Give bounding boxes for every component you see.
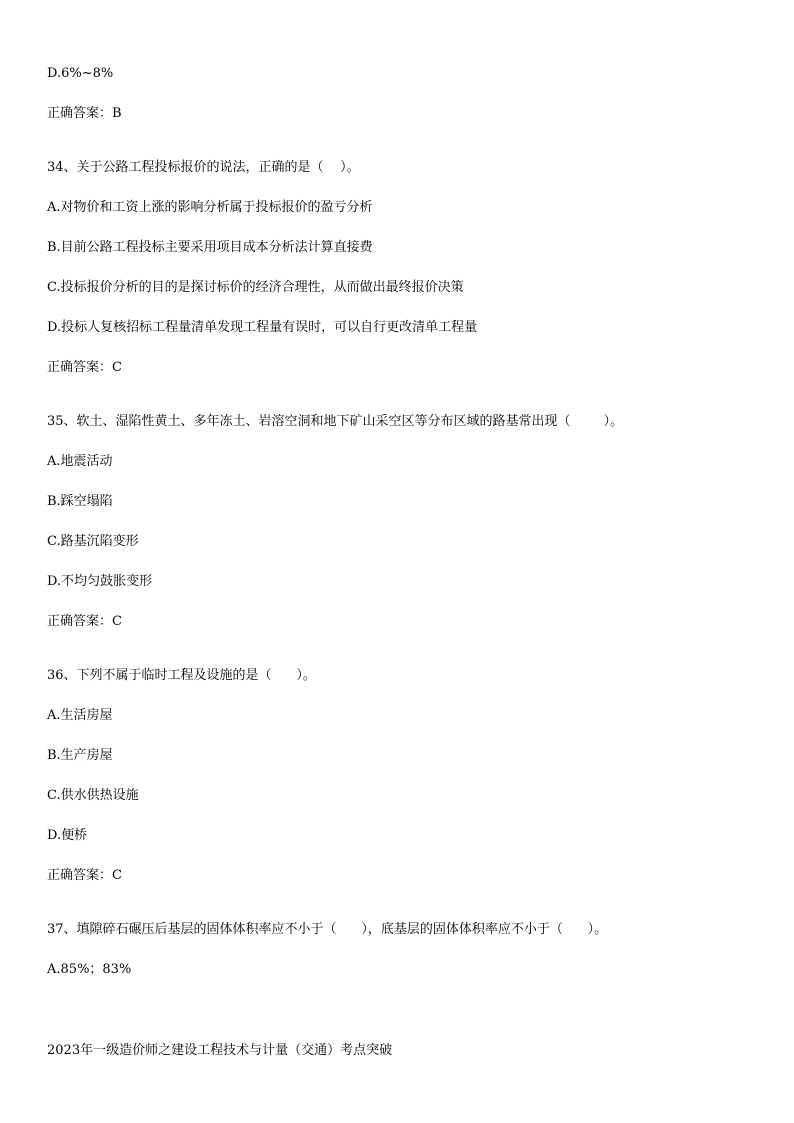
question-35-answer: 正确答案：C: [47, 614, 122, 629]
question-36-option-b: B.生产房屋: [47, 748, 113, 763]
question-34-option-b: B.目前公路工程投标主要采用项目成本分析法计算直接费: [47, 240, 373, 255]
question-37-option-a: A.85%；83%: [47, 962, 132, 977]
question-34-option-a: A.对物价和工资上涨的影响分析属于投标报价的盈亏分析: [47, 200, 373, 215]
question-37-stem: 37、填隙碎石碾压后基层的固体体积率应不小于（ ），底基层的固体体积率应不小于（ ）。: [47, 922, 608, 937]
question-35-option-a: A.地震活动: [47, 454, 113, 469]
question-36-option-c: C.供水供热设施: [47, 788, 139, 803]
question-36-option-d: D.便桥: [47, 828, 88, 843]
question-36-option-a: A.生活房屋: [47, 708, 113, 723]
question-36-stem: 36、下列不属于临时工程及设施的是（ ）。: [47, 668, 316, 683]
page-footer: 2023年一级造价师之建设工程技术与计量（交通）考点突破: [47, 1043, 393, 1058]
question-35-option-d: D.不均匀鼓胀变形: [47, 574, 153, 589]
prev-option-d: D.6%~8%: [47, 66, 114, 81]
question-35-option-c: C.路基沉陷变形: [47, 534, 139, 549]
question-34-option-c: C.投标报价分析的目的是探讨标价的经济合理性，从而做出最终报价决策: [47, 280, 464, 295]
question-34-answer: 正确答案：C: [47, 360, 122, 375]
question-36-answer: 正确答案：C: [47, 868, 122, 883]
prev-answer: 正确答案：B: [47, 106, 122, 121]
question-34-option-d: D.投标人复核招标工程量清单发现工程量有误时，可以自行更改清单工程量: [47, 320, 478, 335]
question-34-stem: 34、关于公路工程投标报价的说法，正确的是（ ）。: [47, 160, 360, 175]
question-35-stem: 35、软土、湿陷性黄土、多年冻土、岩溶空洞和地下矿山采空区等分布区域的路基常出现（ ）。: [47, 414, 624, 429]
question-35-option-b: B.踩空塌陷: [47, 494, 113, 509]
